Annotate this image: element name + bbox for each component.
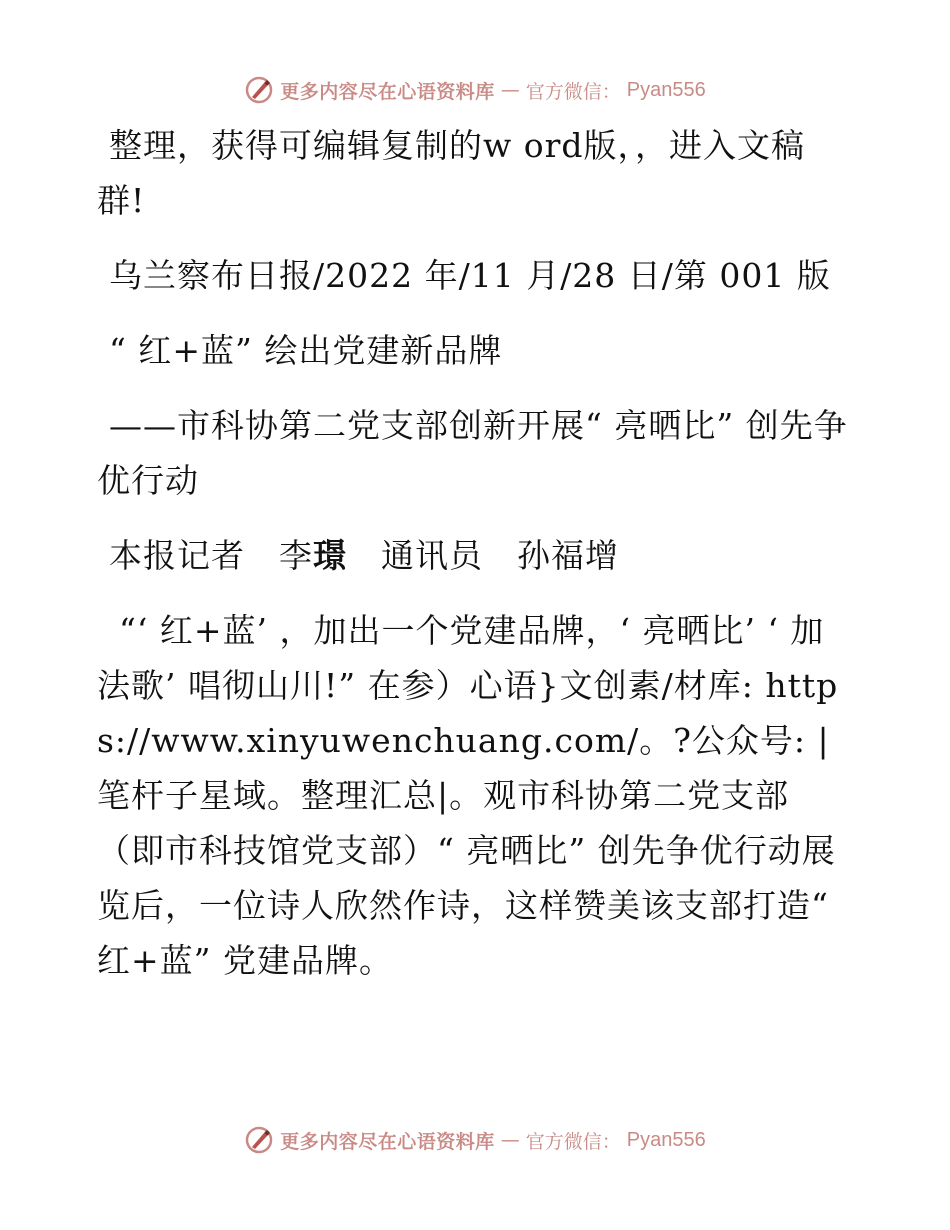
pen-seal-icon [244, 1125, 274, 1155]
headline: “ 红+蓝” 绘出党建新品牌 [109, 331, 503, 370]
byline-name-char: 璟 [313, 536, 347, 575]
watermark-text: 更多内容尽在心语资料库 [280, 1130, 495, 1153]
header-watermark [0, 70, 950, 110]
byline-prefix: 本报记者 李 [109, 536, 313, 575]
body-paragraph: “‘ 红+蓝’ ，加出一个党建品牌，‘ 亮晒比’ ‘ 加法歌’ 唱彻山川!” 在参）心语}文创素/材库: https://www.xinyuwenchuang.com/。?公众号: |笔杆子星域。整理汇总|。观市科协第二党支部（即市科技馆党支部）“ 亮晒比” 创先争优行动展览后，一位诗人欣然作诗，这样赞美该支部打造“ 红+蓝” 党建品牌。 [97, 611, 841, 980]
byline [97, 528, 857, 583]
document-body [97, 118, 857, 1008]
dateline: 乌兰察布日报/2022 年/11 月/28 日/第 001 版 [109, 256, 831, 295]
watermark-separator: — [500, 79, 520, 101]
watermark-wechat-id: Pyan556 [626, 1128, 706, 1151]
watermark-official-label: 官方微信： [525, 1130, 621, 1153]
intro-paragraph [97, 118, 857, 228]
footer-watermark [0, 1120, 950, 1160]
intro-line-1: 整理，获得可编辑复制的w ord版，，进入文稿 [109, 126, 806, 165]
watermark-wechat-id: Pyan556 [626, 78, 706, 101]
pen-seal-icon [244, 75, 274, 105]
watermark-official-label: 官方微信： [525, 80, 621, 103]
byline-suffix: 通讯员 孙福增 [347, 536, 619, 575]
subheadline: ——市科协第二党支部创新开展“ 亮晒比” 创先争优行动 [97, 406, 848, 500]
intro-line-2: 群! [97, 181, 146, 220]
watermark-text: 更多内容尽在心语资料库 [280, 80, 495, 103]
watermark-separator: — [500, 1129, 520, 1151]
